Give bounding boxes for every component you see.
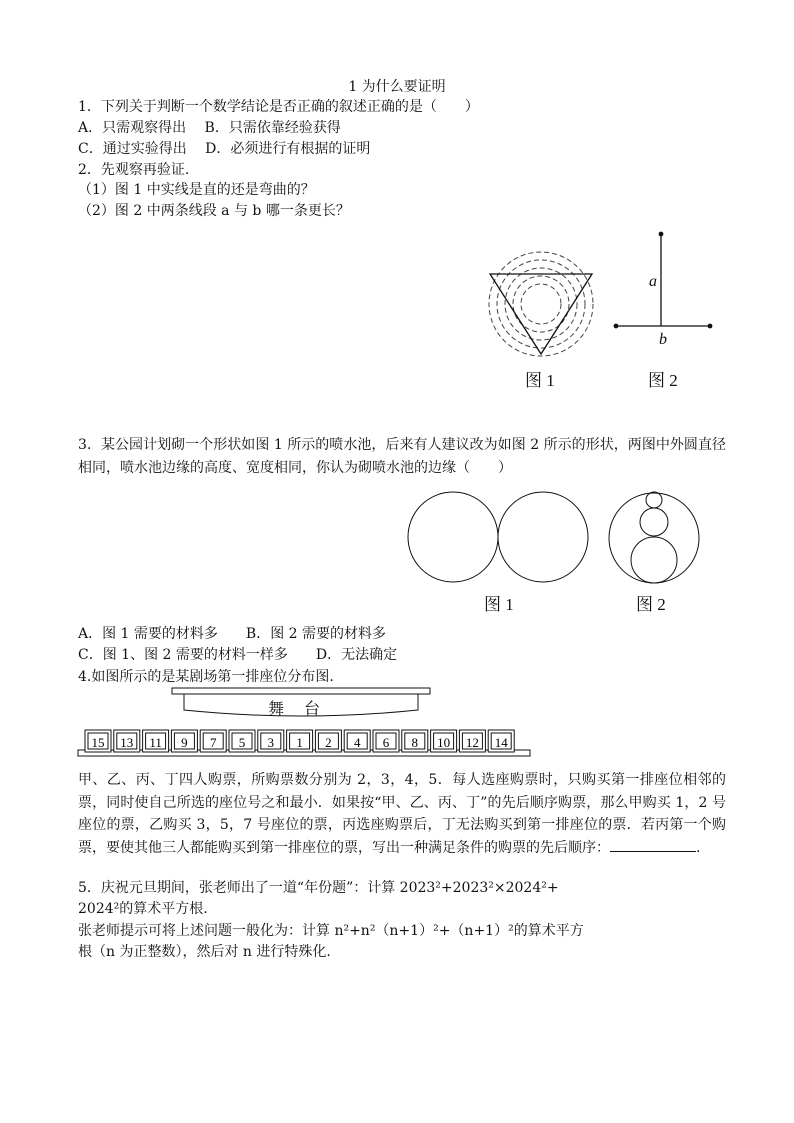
seat-13 — [114, 730, 140, 752]
seat-number: 4 — [353, 735, 361, 750]
seat-number: 14 — [494, 735, 508, 750]
seat-14 — [488, 730, 514, 752]
q1-options-ab: A．只需观察得出 B．只需依靠经验获得 — [78, 120, 341, 136]
seat-number: 9 — [181, 735, 188, 750]
q3-options-cd: C．图 1、图 2 需要的材料一样多 D．无法确定 — [78, 647, 398, 663]
seat-3 — [258, 730, 284, 752]
q2-fig2-caption: 图 2 — [648, 371, 678, 390]
seat-5 — [229, 730, 255, 752]
seat-11 — [143, 730, 169, 752]
q5-line3: 张老师提示可将上述问题一般化为：计算 n²+n²（n+1）²+（n+1）²的算术平方 — [78, 923, 584, 939]
q1-stem: 1．下列关于判断一个数学结论是否正确的叙述正确的是（ ） — [78, 99, 479, 115]
q4-body — [78, 769, 726, 859]
seat-number: 1 — [296, 735, 303, 750]
q3-stem: 3．某公园计划砌一个形状如图 1 所示的喷水池，后来有人建议改为如图 2 所示的形状，两图中外圆直径相同，喷水池边缘的高度、宽度相同，你认为砌喷水池的边缘（ ） — [78, 437, 726, 476]
segment-b-label: b — [659, 331, 667, 348]
seat-10 — [431, 730, 457, 752]
q4-answer-blank[interactable] — [610, 837, 696, 852]
seat-6 — [373, 730, 399, 752]
q4-body-end: . — [696, 839, 701, 856]
q5-line1: 5．庆祝元旦期间，张老师出了一道“年份题”：计算 2023²+2023²×2024²+ — [78, 880, 559, 896]
seat-number: 12 — [465, 735, 479, 750]
seat-number: 3 — [267, 735, 275, 750]
seat-number: 5 — [238, 735, 246, 750]
seat-1 — [287, 730, 313, 752]
seat-number: 10 — [437, 735, 451, 750]
seat-15 — [85, 730, 111, 752]
seat-12 — [459, 730, 485, 752]
q4-body-text: 甲、乙、丙、丁四人购票，所购票数分别为 2，3，4，5．每人选座购票时，只购买第一排座位相邻的票，同时使自己所选的座位号之和最小．如果按“甲、乙、丙、丁”的先后顺序购票，那么甲购买 1，2 号座位的票，乙购买 3，5，7 号座位的票，丙选座购票后，丁无法购买到第一排座位的票．若丙第一个购票，要使其他三人都能购买到第一排座位的票，写出一种满足条件的购票的先后顺序： — [78, 772, 726, 856]
seat-number: 11 — [149, 735, 162, 750]
seat-2 — [315, 730, 341, 752]
seat-number: 7 — [209, 735, 217, 750]
q3-fig2-caption: 图 2 — [636, 595, 666, 614]
q2-part1: （1）图 1 中实线是直的还是弯曲的？ — [78, 182, 315, 198]
q2-part2: （2）图 2 中两条线段 a 与 b 哪一条更长？ — [78, 203, 350, 219]
q3-fig1-caption: 图 1 — [484, 595, 514, 614]
q3-options-ab: A．图 1 需要的材料多 B．图 2 需要的材料多 — [78, 626, 387, 642]
q2-figure1-illusion — [480, 236, 610, 366]
q3-figure2-nested-circles — [606, 488, 706, 588]
q2-stem: 2．先观察再验证. — [78, 162, 190, 178]
seat-number: 15 — [91, 735, 105, 750]
q3-figure1-two-circles — [406, 490, 596, 585]
q4-stem: 4.如图所示的是某剧场第一排座位分布图. — [78, 669, 334, 685]
seat-number: 2 — [325, 735, 332, 750]
seat-number: 8 — [411, 735, 419, 750]
q2-figure2-segments — [610, 228, 720, 338]
seat-4 — [344, 730, 370, 752]
q1-options-cd: C．通过实验得出 D．必须进行有根据的证明 — [78, 141, 371, 157]
seat-8 — [402, 730, 428, 752]
q5-line2: 2024²的算术平方根. — [78, 901, 208, 917]
q5-line4: 根（n 为正整数），然后对 n 进行特殊化. — [78, 944, 331, 960]
seat-7 — [200, 730, 226, 752]
q2-fig1-caption: 图 1 — [525, 371, 555, 390]
q4-seat-row — [78, 728, 538, 760]
seat-9 — [171, 730, 197, 752]
seat-number: 13 — [120, 735, 134, 750]
segment-a-label: a — [649, 273, 657, 290]
page-title: 1 为什么要证明 — [348, 79, 446, 95]
stage-label: 舞 台 — [268, 699, 323, 718]
seat-number: 6 — [382, 735, 390, 750]
